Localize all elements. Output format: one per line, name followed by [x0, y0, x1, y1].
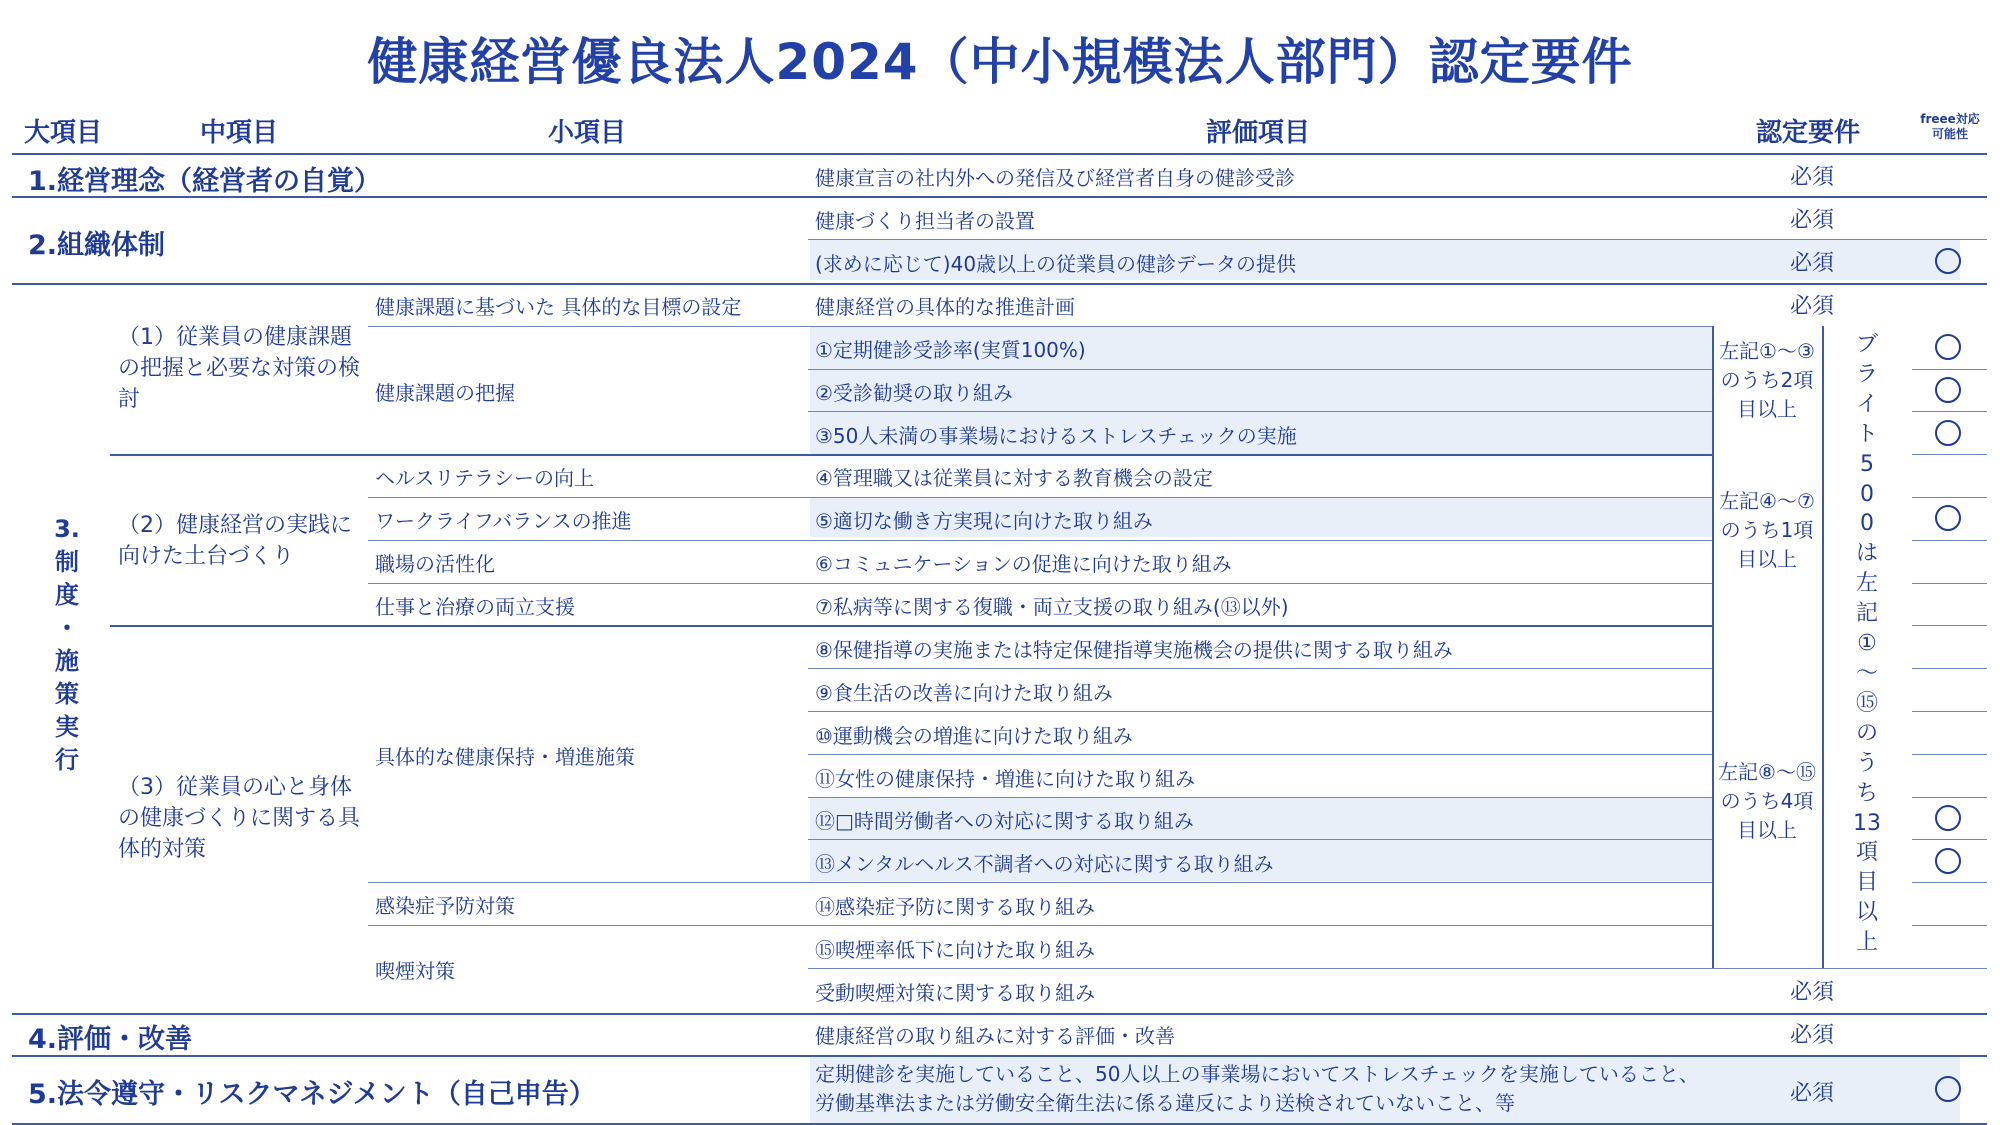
rule: [12, 153, 1987, 155]
eval-item: ⑩運動機会の増進に向けた取り組み: [815, 724, 1133, 748]
group-requirement-2: 左記④～⑦のうち1項目以上: [1719, 489, 1815, 571]
rule: [808, 839, 1712, 840]
category-4: 4.評価・改善: [28, 1024, 193, 1055]
required-label: 必須: [1789, 165, 1834, 190]
eval-item: 定期健診を実施していること、50人以上の事業場においてストレスチェックを実施していること、労働基準法または労働安全衛生法に係る違反により送検されていないこと、等: [815, 1062, 1699, 1115]
rule: [12, 283, 1987, 285]
rule: [12, 1055, 1987, 1057]
bright500-char: 13: [1853, 810, 1881, 836]
required-label: 必須: [1789, 208, 1834, 233]
category-5: 5.法令遵守・リスクマネジメント（自己申告）: [28, 1079, 596, 1110]
rule: [1912, 754, 1987, 755]
bright500-char: ち: [1855, 780, 1878, 806]
rule: [1912, 797, 1987, 798]
rule: [808, 754, 1712, 755]
bright500-char: 上: [1855, 930, 1878, 956]
rule: [1912, 882, 1987, 883]
rule: [1912, 540, 1987, 541]
eval-item: ⑬メンタルヘルス不調者への対応に関する取り組み: [815, 852, 1274, 876]
small-item: 健康課題に基づいた 具体的な目標の設定: [375, 295, 742, 319]
category-3-char: 実: [55, 713, 79, 741]
header-small: 小項目: [548, 118, 627, 148]
eval-item: ②受診勧奨の取り組み: [815, 381, 1013, 405]
bright500-char: 0: [1860, 511, 1874, 537]
category-3-char: 策: [55, 680, 79, 708]
eval-item: ⑫□時間労働者への対応に関する取り組み: [815, 809, 1194, 833]
bright500-char: 5: [1860, 451, 1874, 477]
eval-item: ⑤適切な働き方実現に向けた取り組み: [815, 509, 1153, 533]
category-3-char: 制: [55, 548, 79, 576]
bright500-char: は: [1855, 541, 1878, 567]
bright500-char: 項: [1855, 840, 1878, 866]
freee-available-icon: [1935, 505, 1961, 531]
rule: [1822, 326, 1824, 968]
rule: [808, 968, 1987, 969]
header-large: 大項目: [24, 118, 103, 148]
category-3-char: 3.: [54, 515, 80, 543]
small-item: 仕事と治療の両立支援: [375, 595, 575, 619]
eval-item: 健康経営の取り組みに対する評価・改善: [815, 1024, 1175, 1048]
eval-item: ⑥コミュニケーションの促進に向けた取り組み: [815, 552, 1232, 576]
page-title: 健康経営優良法人2024（中小規模法人部門）認定要件: [367, 33, 1633, 91]
eval-item: ①定期健診受診率(実質100%): [815, 338, 1086, 362]
freee-available-icon: [1935, 805, 1961, 831]
required-label: 必須: [1789, 980, 1834, 1005]
bright500-char: 以: [1855, 900, 1878, 926]
rule: [368, 882, 1712, 883]
rule: [1912, 668, 1987, 669]
category-3-char: 度: [55, 581, 79, 609]
eval-item: 受動喫煙対策に関する取り組み: [815, 981, 1095, 1005]
rule: [1912, 369, 1987, 370]
rule: [368, 583, 1712, 584]
eval-item: 健康宣言の社内外への発信及び経営者自身の健診受診: [815, 166, 1295, 190]
rule: [1912, 711, 1987, 712]
small-item: 健康課題の把握: [375, 381, 515, 405]
rule: [368, 540, 1712, 541]
middle-item-3: （3）従業員の心と身体の健康づくりに関する具体的対策: [118, 775, 361, 862]
header-freee: [1905, 112, 1995, 142]
required-label: 必須: [1789, 294, 1834, 319]
eval-item: ⑦私病等に関する復職・両立支援の取り組み(⑬以外): [815, 595, 1289, 619]
eval-item: 健康経営の具体的な推進計画: [815, 295, 1075, 319]
bright500-char: イ: [1855, 391, 1878, 417]
eval-item: 健康づくり担当者の設置: [815, 209, 1035, 233]
bright500-char: ①: [1857, 631, 1877, 657]
rule: [1912, 583, 1987, 584]
rule: [1912, 454, 1987, 455]
group-requirement-1: 左記①～③のうち2項目以上: [1719, 339, 1815, 421]
bright500-char: ラ: [1855, 361, 1878, 387]
eval-item: ⑪女性の健康保持・増進に向けた取り組み: [815, 767, 1195, 791]
rule: [808, 411, 1712, 412]
freee-available-icon: [1935, 848, 1961, 874]
rule: [808, 239, 1987, 240]
bright500-char: ～: [1855, 660, 1878, 686]
small-item: 感染症予防対策: [375, 894, 515, 918]
small-item: ワークライフバランスの推進: [375, 509, 632, 533]
rule: [1912, 839, 1987, 840]
header-middle: 中項目: [200, 118, 279, 148]
rule: [1912, 411, 1987, 412]
eval-item: ⑨食生活の改善に向けた取り組み: [815, 681, 1113, 705]
category-2: 2.組織体制: [28, 230, 166, 261]
eval-item: ⑧保健指導の実施または特定保健指導実施機会の提供に関する取り組み: [815, 638, 1453, 662]
freee-available-icon: [1935, 334, 1961, 360]
required-label: 必須: [1789, 251, 1834, 276]
header-req: 認定要件: [1756, 118, 1861, 148]
category-3-char: ・: [55, 614, 79, 642]
middle-item-1: （1）従業員の健康課題の把握と必要な対策の検討: [118, 325, 361, 412]
category-3-char: 行: [55, 746, 79, 774]
rule: [1912, 625, 1987, 626]
freee-available-icon: [1935, 1076, 1961, 1102]
category-3: [42, 513, 92, 777]
bright500-char: ブ: [1855, 332, 1878, 357]
bright500-char: ⑮: [1855, 690, 1878, 716]
category-1: 1.経営理念（経営者の自覚）: [28, 166, 382, 197]
small-item: ヘルスリテラシーの向上: [375, 466, 594, 490]
bright500-char: ト: [1855, 421, 1878, 447]
bright500-char: 目: [1855, 870, 1878, 896]
required-label: 必須: [1789, 1023, 1834, 1048]
rule: [808, 797, 1712, 798]
required-label: 必須: [1789, 1081, 1834, 1106]
small-item: 喫煙対策: [375, 959, 455, 983]
freee-available-icon: [1935, 377, 1961, 403]
freee-available-icon: [1935, 248, 1961, 274]
category-3-char: 施: [55, 647, 79, 675]
rule: [1912, 497, 1987, 498]
rule: [368, 326, 1712, 327]
rule: [12, 1013, 1987, 1015]
rule: [110, 625, 1712, 627]
small-item: 具体的な健康保持・増進施策: [375, 745, 635, 769]
bright500-char: の: [1855, 720, 1878, 746]
bright500-char: 記: [1855, 601, 1878, 627]
bright500-char: う: [1855, 750, 1878, 776]
small-item: 職場の活性化: [375, 552, 495, 576]
rule: [110, 454, 1712, 456]
rule: [808, 369, 1712, 370]
rule: [1912, 925, 1987, 926]
freee-available-icon: [1935, 420, 1961, 446]
header-freee-line2: 可能性: [1931, 127, 1968, 141]
header-freee-line1: freee対応: [1920, 112, 1980, 126]
eval-item: ⑭感染症予防に関する取り組み: [815, 895, 1095, 919]
rule: [368, 497, 1712, 498]
header-eval: 評価項目: [1206, 118, 1311, 148]
rule: [368, 925, 1712, 926]
group-requirement-3: 左記⑧～⑮のうち4項目以上: [1718, 760, 1816, 842]
bright500-char: 0: [1860, 481, 1874, 507]
eval-item: (求めに応じて)40歳以上の従業員の健診データの提供: [815, 252, 1297, 276]
eval-item: ⑮喫煙率低下に向けた取り組み: [815, 938, 1095, 962]
rule: [808, 711, 1712, 712]
eval-item: ③50人未満の事業場におけるストレスチェックの実施: [815, 424, 1297, 448]
bright500-requirement: [1847, 330, 1887, 958]
rule: [808, 668, 1712, 669]
eval-item: ④管理職又は従業員に対する教育機会の設定: [815, 466, 1213, 490]
middle-item-2: （2）健康経営の実践に向けた土台づくり: [118, 513, 352, 569]
bright500-char: 左: [1855, 571, 1878, 597]
